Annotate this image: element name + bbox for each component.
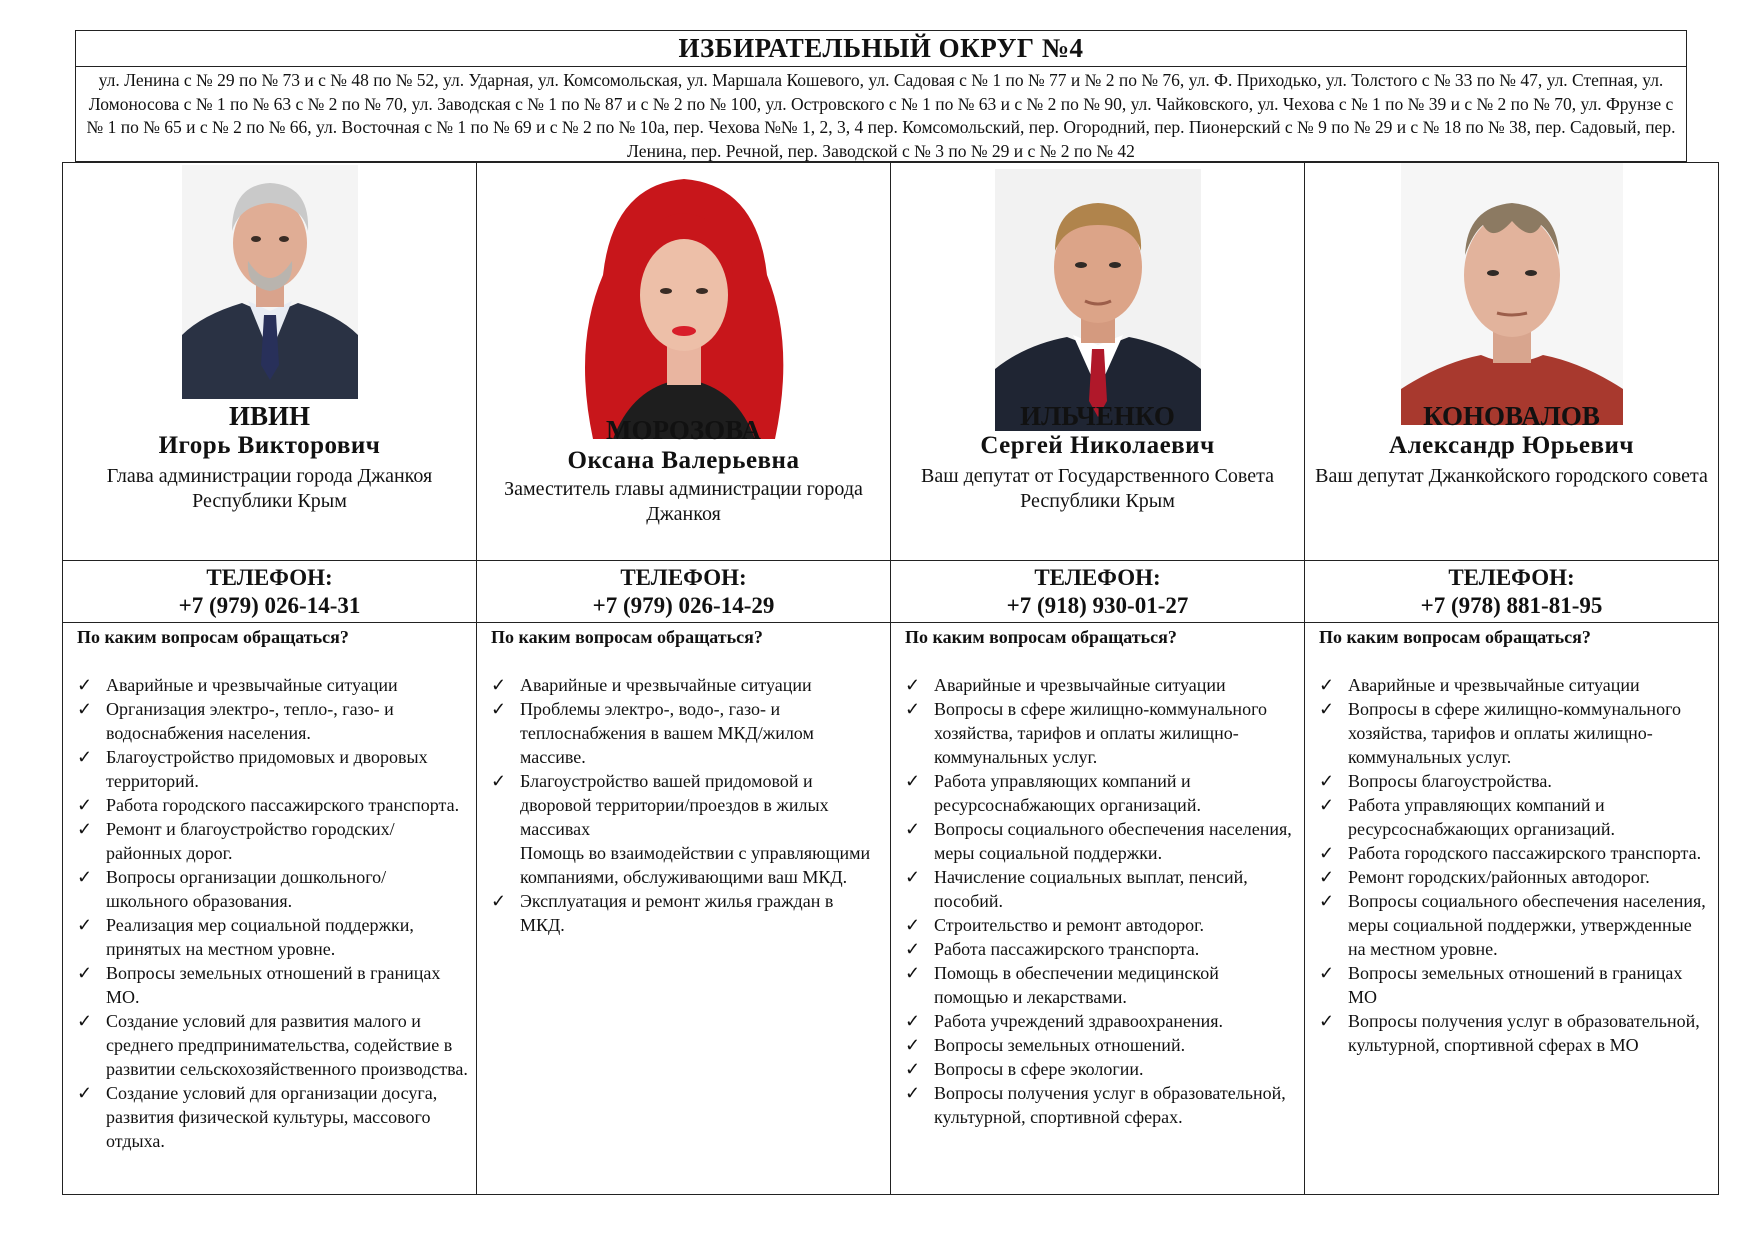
topic-item: ✓ Вопросы земельных отношений в границах МО. xyxy=(77,963,441,1007)
check-icon: ✓ xyxy=(77,1011,93,1031)
topic-item: ✓ Создание условий для организации досуга, развития физической культуры, массового отдыха. xyxy=(77,1083,438,1151)
check-icon: ✓ xyxy=(1319,867,1335,887)
check-icon: ✓ xyxy=(77,867,93,887)
phone-block xyxy=(63,560,476,623)
topic-item: ✓ Аварийные и чрезвычайные ситуации xyxy=(77,675,398,695)
check-icon: ✓ xyxy=(77,675,93,695)
check-icon: ✓ xyxy=(1319,963,1335,983)
topic-item: ✓ Вопросы организации дошкольного/школьного образования. xyxy=(77,867,387,911)
topic-item: ✓ Вопросы социального обеспечения населения, меры социальной поддержки, утвержденные на местном уровне. xyxy=(1319,891,1706,959)
topics-list xyxy=(1319,673,1710,1057)
candidate-card-ivin xyxy=(63,163,477,1194)
topic-item: ✓ Работа учреждений здравоохранения. xyxy=(905,1011,1224,1031)
phone-label: ТЕЛЕФОН: xyxy=(1034,565,1161,590)
district-header xyxy=(75,30,1687,162)
topic-item: ✓ Благоустройство вашей придомовой и дворовой территории/проездов в жилых массивах Помощь во взаимодействии с управляющими компаниями, обслуживающими ваш МКД. xyxy=(491,771,871,887)
check-icon: ✓ xyxy=(905,699,921,719)
candidate-info xyxy=(477,163,890,560)
check-icon: ✓ xyxy=(491,891,507,911)
check-icon: ✓ xyxy=(77,747,93,767)
topic-item: ✓ Ремонт городских/районных автодорог. xyxy=(1319,867,1650,887)
portrait-photo-icon xyxy=(573,165,795,439)
topic-item: ✓ Создание условий для развития малого и среднего предпринимательства, содействие в развитии сельскохозяйственного производства. xyxy=(77,1011,468,1079)
check-icon: ✓ xyxy=(77,819,93,839)
topics-list xyxy=(491,673,882,937)
topic-item: ✓ Начисление социальных выплат, пенсий, пособий. xyxy=(905,867,1248,911)
topic-item: ✓ Проблемы электро-, водо-, газо- и теплоснабжения в вашем МКД/жилом массиве. xyxy=(491,699,814,767)
topic-item: ✓ Вопросы в сфере жилищно-коммунального хозяйства, тарифов и оплаты жилищно-коммунальных услуг. xyxy=(905,699,1267,767)
check-icon: ✓ xyxy=(905,867,921,887)
check-icon: ✓ xyxy=(905,963,921,983)
topic-item: ✓ Вопросы в сфере жилищно-коммунального хозяйства, тарифов и оплаты жилищно-коммунальных услуг. xyxy=(1319,699,1681,767)
check-icon: ✓ xyxy=(1319,843,1335,863)
candidate-surname: ИВИН xyxy=(228,401,310,431)
candidate-info xyxy=(1305,163,1718,560)
topics-list xyxy=(905,673,1296,1129)
topic-item: ✓ Работа городского пассажирского транспорта. xyxy=(1319,843,1702,863)
phone-number: +7 (918) 930-01-27 xyxy=(1006,593,1189,618)
check-icon: ✓ xyxy=(905,675,921,695)
check-icon: ✓ xyxy=(1319,771,1335,791)
candidate-card-konovalov xyxy=(1305,163,1718,1194)
phone-number: +7 (979) 026-14-29 xyxy=(592,593,775,618)
check-icon: ✓ xyxy=(905,915,921,935)
check-icon: ✓ xyxy=(1319,675,1335,695)
topic-item: ✓ Работа управляющих компаний и ресурсоснабжающих организаций. xyxy=(1319,795,1615,839)
candidate-info xyxy=(891,163,1304,560)
candidates-table xyxy=(62,162,1719,1195)
topics-section xyxy=(77,625,468,1153)
check-icon: ✓ xyxy=(77,699,93,719)
topic-item: ✓ Помощь в обеспечении медицинской помощью и лекарствами. xyxy=(905,963,1219,1007)
check-icon: ✓ xyxy=(1319,891,1335,911)
candidate-given-names: Сергей Николаевич xyxy=(980,432,1215,459)
phone-label: ТЕЛЕФОН: xyxy=(620,565,747,590)
candidate-surname: МОРОЗОВА xyxy=(606,415,761,445)
candidate-role: Заместитель главы администрации города Джанкоя xyxy=(504,478,863,525)
topic-item: ✓ Аварийные и чрезвычайные ситуации xyxy=(1319,675,1640,695)
topics-heading: По каким вопросам обращаться? xyxy=(491,627,763,647)
topic-item: ✓ Вопросы благоустройства. xyxy=(1319,771,1552,791)
candidate-role: Глава администрации города Джанкоя Республики Крым xyxy=(106,465,433,512)
check-icon: ✓ xyxy=(491,675,507,695)
check-icon: ✓ xyxy=(1319,795,1335,815)
check-icon: ✓ xyxy=(491,771,507,791)
topics-section xyxy=(491,625,882,937)
candidate-given-names: Оксана Валерьевна xyxy=(567,447,800,474)
check-icon: ✓ xyxy=(905,1083,921,1103)
check-icon: ✓ xyxy=(77,915,93,935)
check-icon: ✓ xyxy=(905,1059,921,1079)
check-icon: ✓ xyxy=(905,771,921,791)
district-title: ИЗБИРАТЕЛЬНЫЙ ОКРУГ №4 xyxy=(76,31,1686,67)
topic-item: ✓ Вопросы социального обеспечения населения, меры социальной поддержки. xyxy=(905,819,1292,863)
check-icon: ✓ xyxy=(905,1035,921,1055)
phone-number: +7 (978) 881-81-95 xyxy=(1420,593,1603,618)
candidate-given-names: Игорь Викторович xyxy=(158,432,381,459)
check-icon: ✓ xyxy=(77,963,93,983)
topic-item: ✓ Ремонт и благоустройство городских/районных дорог. xyxy=(77,819,395,863)
topic-item: ✓ Организация электро-, тепло-, газо- и водоснабжения населения. xyxy=(77,699,394,743)
topic-item: ✓ Вопросы земельных отношений. xyxy=(905,1035,1186,1055)
topic-item: ✓ Аварийные и чрезвычайные ситуации xyxy=(491,675,812,695)
topic-item: ✓ Строительство и ремонт автодорог. xyxy=(905,915,1204,935)
candidate-card-ilchenko xyxy=(891,163,1305,1194)
portrait-photo-icon xyxy=(1401,163,1623,425)
topic-item: ✓ Работа городского пассажирского транспорта. xyxy=(77,795,460,815)
topic-item: ✓ Реализация мер социальной поддержки, принятых на местном уровне. xyxy=(77,915,414,959)
check-icon: ✓ xyxy=(77,795,93,815)
candidate-card-morozova xyxy=(477,163,891,1194)
candidate-given-names: Александр Юрьевич xyxy=(1389,432,1634,459)
topic-item: ✓ Работа управляющих компаний и ресурсоснабжающих организаций. xyxy=(905,771,1201,815)
topic-item: ✓ Аварийные и чрезвычайные ситуации xyxy=(905,675,1226,695)
phone-number: +7 (979) 026-14-31 xyxy=(178,593,361,618)
topics-heading: По каким вопросам обращаться? xyxy=(905,627,1177,647)
phone-block xyxy=(477,560,890,623)
topic-item: ✓ Вопросы получения услуг в образовательной, культурной, спортивной сферах в МО xyxy=(1319,1011,1700,1055)
topic-item: ✓ Вопросы получения услуг в образовательной, культурной, спортивной сферах. xyxy=(905,1083,1286,1127)
topics-heading: По каким вопросам обращаться? xyxy=(1319,627,1591,647)
check-icon: ✓ xyxy=(905,1011,921,1031)
topics-section xyxy=(905,625,1296,1129)
check-icon: ✓ xyxy=(905,819,921,839)
portrait-photo-icon xyxy=(182,165,358,399)
portrait-photo-icon xyxy=(995,169,1201,431)
topics-heading: По каким вопросам обращаться? xyxy=(77,627,349,647)
phone-label: ТЕЛЕФОН: xyxy=(206,565,333,590)
candidate-surname: КОНОВАЛОВ xyxy=(1423,401,1600,431)
check-icon: ✓ xyxy=(1319,699,1335,719)
topics-list xyxy=(77,673,468,1153)
candidate-role: Ваш депутат Джанкойского городского совета xyxy=(1315,465,1708,487)
topic-item: ✓ Работа пассажирского транспорта. xyxy=(905,939,1200,959)
candidate-surname: ИЛЬЧЕНКО xyxy=(1020,401,1175,431)
topic-item: ✓ Благоустройство придомовых и дворовых территорий. xyxy=(77,747,428,791)
topic-item: ✓ Вопросы в сфере экологии. xyxy=(905,1059,1144,1079)
topic-item: ✓ Вопросы земельных отношений в границах МО xyxy=(1319,963,1683,1007)
check-icon: ✓ xyxy=(1319,1011,1335,1031)
check-icon: ✓ xyxy=(905,939,921,959)
candidate-role: Ваш депутат от Государственного Совета Республики Крым xyxy=(921,465,1274,512)
check-icon: ✓ xyxy=(77,1083,93,1103)
district-streets: ул. Ленина с № 29 по № 73 и с № 48 по № 52, ул. Ударная, ул. Комсомольская, ул. Маршала Кошевого, ул. Садовая с № 1 по № 77 и № 2 по № 76, ул. Ф. Приходько, ул. Толстого с № 33 по № 47, ул. Степная, ул. Ломоносова с № 1 по № 63 с № 2 по № 70, ул. Заводская с № 1 по № 87 и с № 2 по № 100, ул. Островского с № 1 по № 63 и с № 2 по № 90, ул. Чайковского, ул. Чехова с № 1 по № 39 и с № 2 по № 70, ул. Фрунзе с № 1 по № 65 и с № 2 по № 66, ул. Восточная с № 1 по № 69 и с № 2 по № 10а, пер. Чехова №№ 1, 2, 3, 4 пер. Комсомольский, пер. Огородний, пер. Пионерский с № 9 по № 29 и с № 18 по № 38, пер. Садовый, пер. Ленина, пер. Речной, пер. Заводской с № 3 по № 29 и с № 2 по № 42 xyxy=(86,70,1676,161)
topic-item: ✓ Эксплуатация и ремонт жилья граждан в МКД. xyxy=(491,891,834,935)
topics-section xyxy=(1319,625,1710,1057)
phone-label: ТЕЛЕФОН: xyxy=(1448,565,1575,590)
phone-block xyxy=(891,560,1304,623)
check-icon: ✓ xyxy=(491,699,507,719)
candidate-info xyxy=(63,163,476,560)
phone-block xyxy=(1305,560,1718,623)
